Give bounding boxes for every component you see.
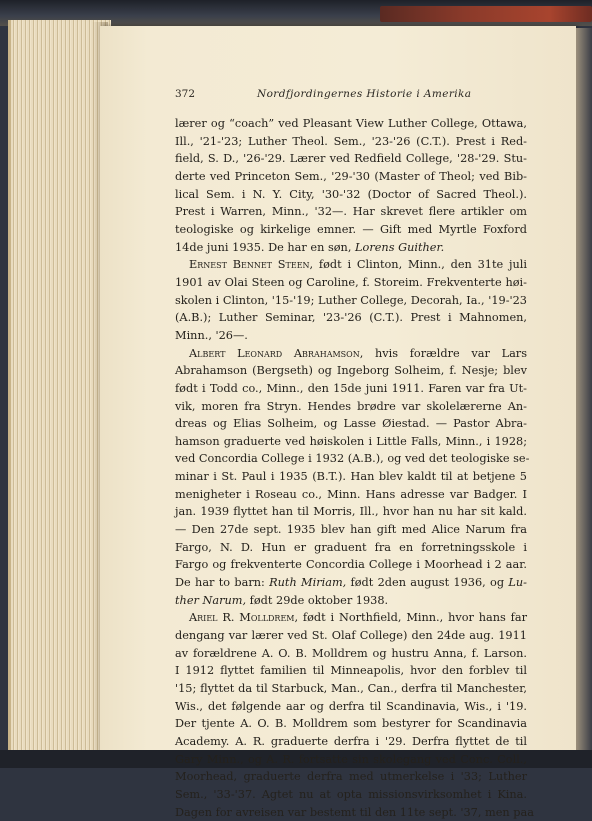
line-text: født 29de oktober 1938.	[246, 593, 389, 607]
line-text: Moorhead, graduerte derfra med utmerkelse i '33; Luther	[175, 770, 527, 784]
line-text: Wis., det følgende aar og derfra til Scandinavia, Wis., i '19.	[175, 699, 527, 713]
text-line	[175, 556, 527, 574]
line-text: '15; flyttet da til Starbuck, Man., Can., derfra til Manchester,	[175, 682, 527, 695]
line-text: lical Sem. i N. Y. City, '30-'32 (Doctor of Sacred Theol.).	[175, 187, 527, 201]
text-line	[175, 327, 527, 345]
text-line	[175, 609, 527, 627]
italic-name: Lu-	[508, 576, 527, 590]
entry-name: Albert Leonard Abrahamson	[189, 346, 360, 360]
line-text: Der tjente A. O. B. Molldrem som bestyrer for Scandinavia	[175, 717, 527, 731]
line-text: Ill., '21-'23; Luther Theol. Sem., '23-'26 (C.T.). Prest i Red-	[175, 134, 527, 148]
line-text: hamson graduerte ved høiskolen i Little Falls, Minn., i 1928;	[175, 434, 527, 448]
text-line	[175, 645, 527, 663]
line-text: teologiske og kirkelige emner. — Gift med Myrtle Foxford	[175, 222, 527, 236]
text-line	[175, 203, 527, 221]
text-line	[175, 592, 527, 610]
line-text: De har to barn:	[175, 576, 270, 590]
line-text: menigheter i Roseau co., Minn. Hans adresse var Badger. I	[175, 487, 527, 501]
page-number: 372	[175, 88, 196, 100]
line-text: (A.B.); Luther Seminar, '23-'26 (C.T.). Prest i Mahnomen,	[175, 311, 527, 325]
line-text: , født i Clinton, Minn., den 31te juli	[309, 258, 527, 272]
text-line	[175, 274, 527, 292]
line-text: Dagen for avreisen var bestemt til den 11te sept. '37, men paa	[175, 805, 535, 819]
line-text: Sem., '33-'37. Agtet nu at opta missionsvirksomhet i Kina.	[175, 787, 527, 801]
text-line	[175, 309, 527, 327]
text-line	[175, 150, 527, 168]
line-text: 1901 av Olai Steen og Caroline, f. Storeim. Frekventerte høi-	[175, 275, 527, 289]
line-text: , hvis forældre var Lars	[359, 346, 527, 360]
line-text: dreas og Elias Solheim, og Lasse Øiestad. — Pastor Abra-	[175, 417, 527, 431]
italic-name: Ruth Miriam,	[269, 576, 347, 590]
text-line	[175, 698, 527, 716]
line-text: Academy. A. R. graduerte derfra i '29. Derfra flyttet de til	[175, 734, 527, 748]
text-line	[175, 733, 527, 751]
text-line	[175, 486, 527, 504]
text-line	[175, 133, 527, 151]
italic-name: ther Narum,	[175, 593, 247, 607]
text-line	[175, 539, 527, 557]
text-line	[175, 239, 527, 257]
text-line	[175, 168, 527, 186]
line-text: Fargo og frekventerte Concordia College i Moorhead i 2 aar.	[175, 558, 527, 572]
line-text: jan. 1939 flyttet han til Morris, Ill., hvor han nu har sit kald.	[175, 505, 527, 519]
line-text: minar i St. Paul i 1935 (B.T.). Han blev kaldt til at betjene 5	[175, 470, 527, 484]
text-line	[175, 450, 530, 468]
text-line	[175, 433, 527, 451]
line-text: av forældrene A. O. B. Molldrem og hustru Anna, f. Larson.	[175, 646, 527, 660]
text-line	[175, 715, 527, 733]
book-cover-edge	[380, 6, 592, 22]
text-line	[175, 468, 527, 486]
line-text: født 2den august 1936, og	[346, 576, 509, 590]
line-text: I 1912 flyttet familien til Minneapolis, hvor den forblev til	[175, 664, 527, 678]
text-line	[175, 503, 527, 521]
page-body-text	[175, 115, 535, 821]
line-text: Fargo, N. D. Hun er graduent fra en forretningsskole i	[175, 540, 527, 554]
text-line	[175, 751, 527, 769]
text-line	[175, 221, 527, 239]
line-text: skolen i Clinton, '15-'19; Luther College, Decorah, Ia., '19-'23	[175, 293, 527, 307]
text-line	[175, 415, 527, 433]
text-line	[175, 292, 527, 310]
entry-name: Ariel R. Molldrem	[189, 611, 295, 625]
italic-name: Lorens Guither.	[355, 240, 445, 254]
line-text: derte ved Princeton Sem., '29-'30 (Master of Theol; ved Bib-	[175, 169, 527, 183]
line-text: — Den 27de sept. 1935 blev han gift med Alice Narum fra	[175, 523, 527, 537]
text-line	[175, 345, 527, 363]
line-text: ved Concordia College i 1932 (A.B.), og ved det teologiske se-	[175, 452, 530, 466]
line-text: vik, moren fra Stryn. Hendes brødre var skolelærerne An-	[175, 399, 527, 413]
text-line	[175, 662, 527, 680]
text-line	[175, 768, 527, 786]
text-line	[175, 804, 535, 821]
text-line	[175, 186, 527, 204]
text-line	[175, 574, 527, 592]
line-text: født i Todd co., Minn., den 15de juni 1911. Faren var fra Ut-	[175, 381, 527, 395]
line-text: lærer og “coach” ved Pleasant View Luther College, Ottawa,	[175, 117, 527, 130]
line-text: Prest i Warren, Minn., '32—. Har skrevet flere artikler om	[175, 205, 527, 219]
page-right-edge	[576, 28, 592, 750]
line-text: Abrahamson (Bergseth) og Ingeborg Solheim, f. Nesje; blev	[175, 364, 527, 378]
line-text: field, S. D., '26-'29. Lærer ved Redfield College, '28-'29. Stu-	[175, 152, 527, 166]
text-line	[175, 256, 527, 274]
line-text: dengang var lærer ved St. Olaf College) den 24de aug. 1911	[175, 629, 527, 643]
text-line	[175, 362, 527, 380]
text-line	[175, 115, 527, 133]
text-line	[175, 786, 527, 804]
line-text: Gary Minn., og A. R. fortsatte sin skolegang ved Conc. Coll.,	[175, 752, 527, 766]
text-line	[175, 521, 527, 539]
text-line	[175, 380, 527, 398]
text-line	[175, 680, 527, 698]
line-text: , født i Northfield, Minn., hvor hans far	[294, 611, 527, 625]
text-line	[175, 398, 527, 416]
line-text: 14de juni 1935. De har en søn,	[175, 240, 356, 254]
line-text: Minn., '26—.	[175, 328, 248, 342]
text-line	[175, 627, 527, 645]
running-title: Nordfjordingernes Historie i Amerika	[257, 88, 472, 100]
entry-name: Ernest Bennet Steen	[189, 258, 310, 272]
